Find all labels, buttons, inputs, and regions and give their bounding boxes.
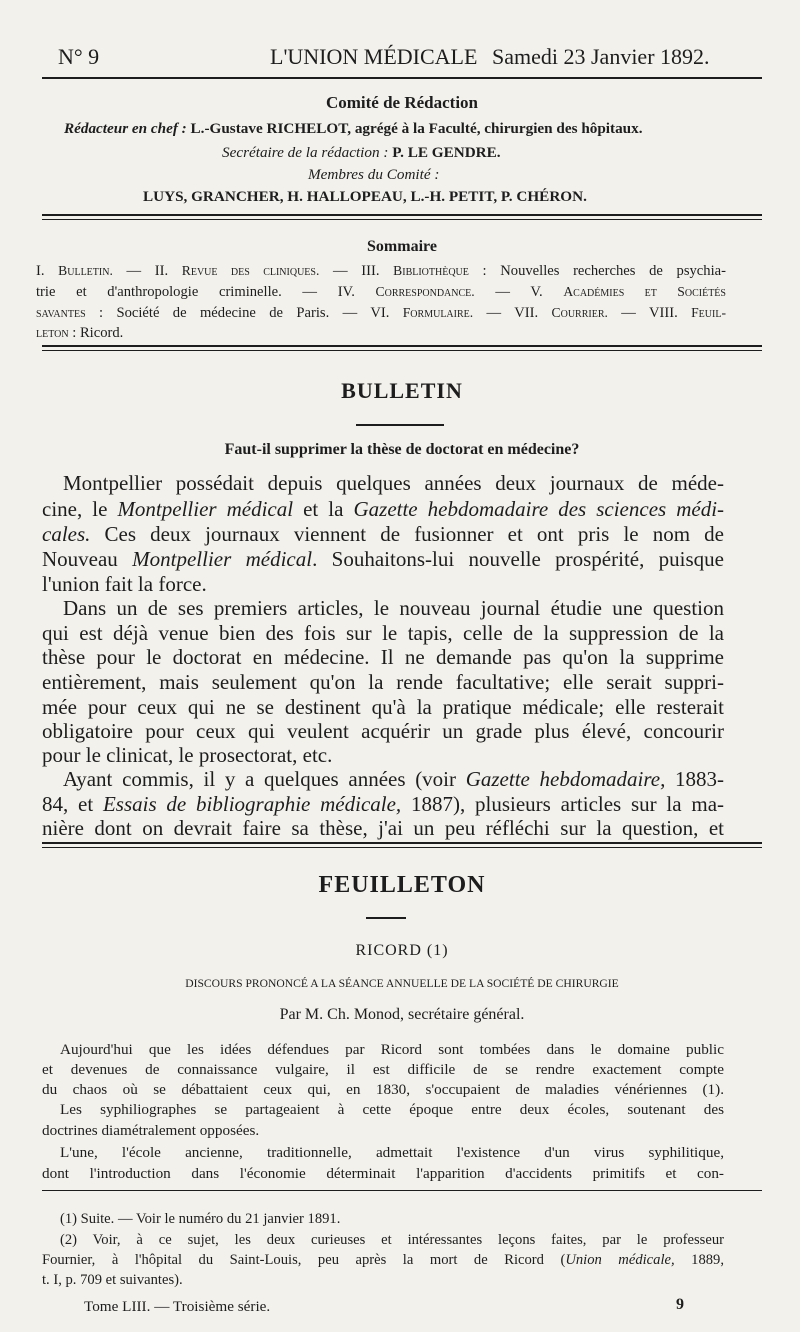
bulletin-line: Dans un de ses premiers articles, le nouveau journal étudie une question [63, 596, 724, 620]
sommaire-line: leton : Ricord. [36, 325, 124, 341]
footnote-line: (2) Voir, à ce sujet, les deux curieuses et intéressantes leçons faites, par le professeur [60, 1232, 724, 1248]
footnote-line: (1) Suite. — Voir le numéro du 21 janvier 1891. [60, 1211, 341, 1227]
bulletin-title-rule [356, 424, 444, 426]
feuilleton-line: et devenues de connaissance vulgaire, il est difficile de se rendre exactement compte [42, 1061, 724, 1078]
footnote-line: Fournier, à l'hôpital du Saint-Louis, peu après la mort de Ricord (Union médicale, 1889, [42, 1252, 724, 1268]
secretary-name: P. LE GENDRE. [392, 144, 501, 161]
issue-number: N° 9 [58, 44, 100, 69]
bulletin-title: BULLETIN [341, 378, 463, 403]
bulletin-line: 84, et Essais de bibliographie médicale, 1887), plusieurs articles sur la ma- [42, 792, 725, 816]
feuilleton-line: doctrines diamétralement opposées. [42, 1122, 260, 1139]
committee-rule-2 [42, 219, 762, 220]
header-rule [42, 77, 762, 79]
journal-title: L'UNION MÉDICALE [270, 44, 478, 69]
bulletin-line: cine, le Montpellier médical et la Gazette hebdomadaire des sciences médi- [42, 497, 725, 521]
secretary-label: Secrétaire de la rédaction : [222, 144, 389, 161]
footer-volume [84, 1298, 270, 1316]
bulletin-line: l'union fait la force. [42, 572, 207, 596]
bulletin-subtitle: Faut-il supprimer la thèse de doctorat en médecine? [224, 441, 580, 458]
bulletin-line: Nouveau Montpellier médical. Souhaitons-lui nouvelle prospérité, puisque [42, 547, 724, 571]
feuilleton-title: FEUILLETON [318, 872, 486, 898]
sommaire-title: Sommaire [367, 238, 437, 255]
bulletin-line: thèse pour le doctorat en médecine. Il ne demande pas qu'on la supprime [42, 645, 724, 669]
bulletin-line: nière dont on devrait faire sa thèse, j'ai un peu réfléchi sur la question, et [42, 816, 724, 840]
sommaire-rule-2 [42, 350, 762, 351]
footer-volume-text: Tome LIII. — Troisième série. [84, 1298, 271, 1315]
sommaire-line: trie et d'anthropologie criminelle. — IV. Correspondance. — V. Académies et Sociétés [36, 284, 726, 300]
sommaire-rule-1 [42, 345, 762, 347]
footnote-rule [42, 1190, 762, 1191]
feuilleton-rule-1 [42, 842, 762, 844]
feuilleton-line: L'une, l'école ancienne, traditionnelle, admettait l'existence d'un virus syphilitique, [60, 1144, 724, 1161]
sommaire-line: savantes : Société de médecine de Paris. — VI. Formulaire. — VII. Courrier. — VIII. Feuil- [36, 305, 726, 321]
feuilleton-subject: RICORD (1) [355, 942, 449, 959]
feuilleton-title-rule [366, 917, 406, 919]
committee-secretary-line [222, 144, 501, 162]
bulletin-line: qui est déjà venue bien des fois sur le tapis, celle de la suppression de la [42, 621, 724, 645]
committee-editor-line [64, 120, 643, 138]
page-number: 9 [676, 1296, 684, 1313]
bulletin-line: entièrement, mais seulement qu'on la rende facultative; elle serait suppri- [42, 670, 724, 694]
bulletin-line: cales. Ces deux journaux viennent de fusionner et ont pris le nom de [42, 522, 724, 546]
feuilleton-line: Aujourd'hui que les idées défendues par Ricord sont tombées dans le domaine public [60, 1041, 724, 1058]
issue-date: Samedi 23 Janvier 1892. [492, 44, 710, 69]
editor-label: Rédacteur en chef : [64, 120, 187, 137]
feuilleton-author: Par M. Ch. Monod, secrétaire général. [279, 1006, 525, 1023]
bulletin-line: pour le clinicat, le prosectorat, etc. [42, 743, 333, 767]
committee-rule-1 [42, 214, 762, 216]
members-names: LUYS, GRANCHER, H. HALLOPEAU, L.-H. PETIT, P. CHÉRON. [143, 188, 587, 205]
feuilleton-speech: DISCOURS PRONONCÉ A LA SÉANCE ANNUELLE DE LA SOCIÉTÉ DE CHIRURGIE [185, 977, 619, 990]
committee-title: Comité de Rédaction [325, 93, 479, 112]
bulletin-line: obligatoire pour ceux qui veulent acquérir un grade plus élevé, concourir [42, 719, 724, 743]
bulletin-line: mée pour ceux qui ne se destinent qu'à la pratique médicale; elle resterait [42, 695, 724, 719]
feuilleton-line: dont l'introduction dans l'économie déterminait l'apparition d'accidents primitifs et con- [42, 1165, 724, 1182]
sommaire-line: I. Bulletin. — II. Revue des cliniques. — III. Bibliothèque : Nouvelles recherches de psychia- [36, 263, 726, 279]
bulletin-line: Montpellier possédait depuis quelques années deux journaux de méde- [63, 471, 724, 495]
members-label: Membres du Comité : [308, 166, 440, 183]
feuilleton-rule-2 [42, 847, 762, 848]
footnote-line: t. I, p. 709 et suivantes). [42, 1272, 183, 1288]
bulletin-line: Ayant commis, il y a quelques années (voir Gazette hebdomadaire, 1883- [63, 767, 725, 791]
editor-name: L.-Gustave RICHELOT, agrégé à la Faculté, chirurgien des hôpitaux. [190, 120, 643, 137]
feuilleton-line: Les syphiliographes se partageaient à cette époque entre deux écoles, soutenant des [60, 1101, 724, 1118]
feuilleton-line: du chaos où se débattaient ceux qui, en 1830, s'occupaient de maladies vénériennes (1). [42, 1081, 724, 1098]
